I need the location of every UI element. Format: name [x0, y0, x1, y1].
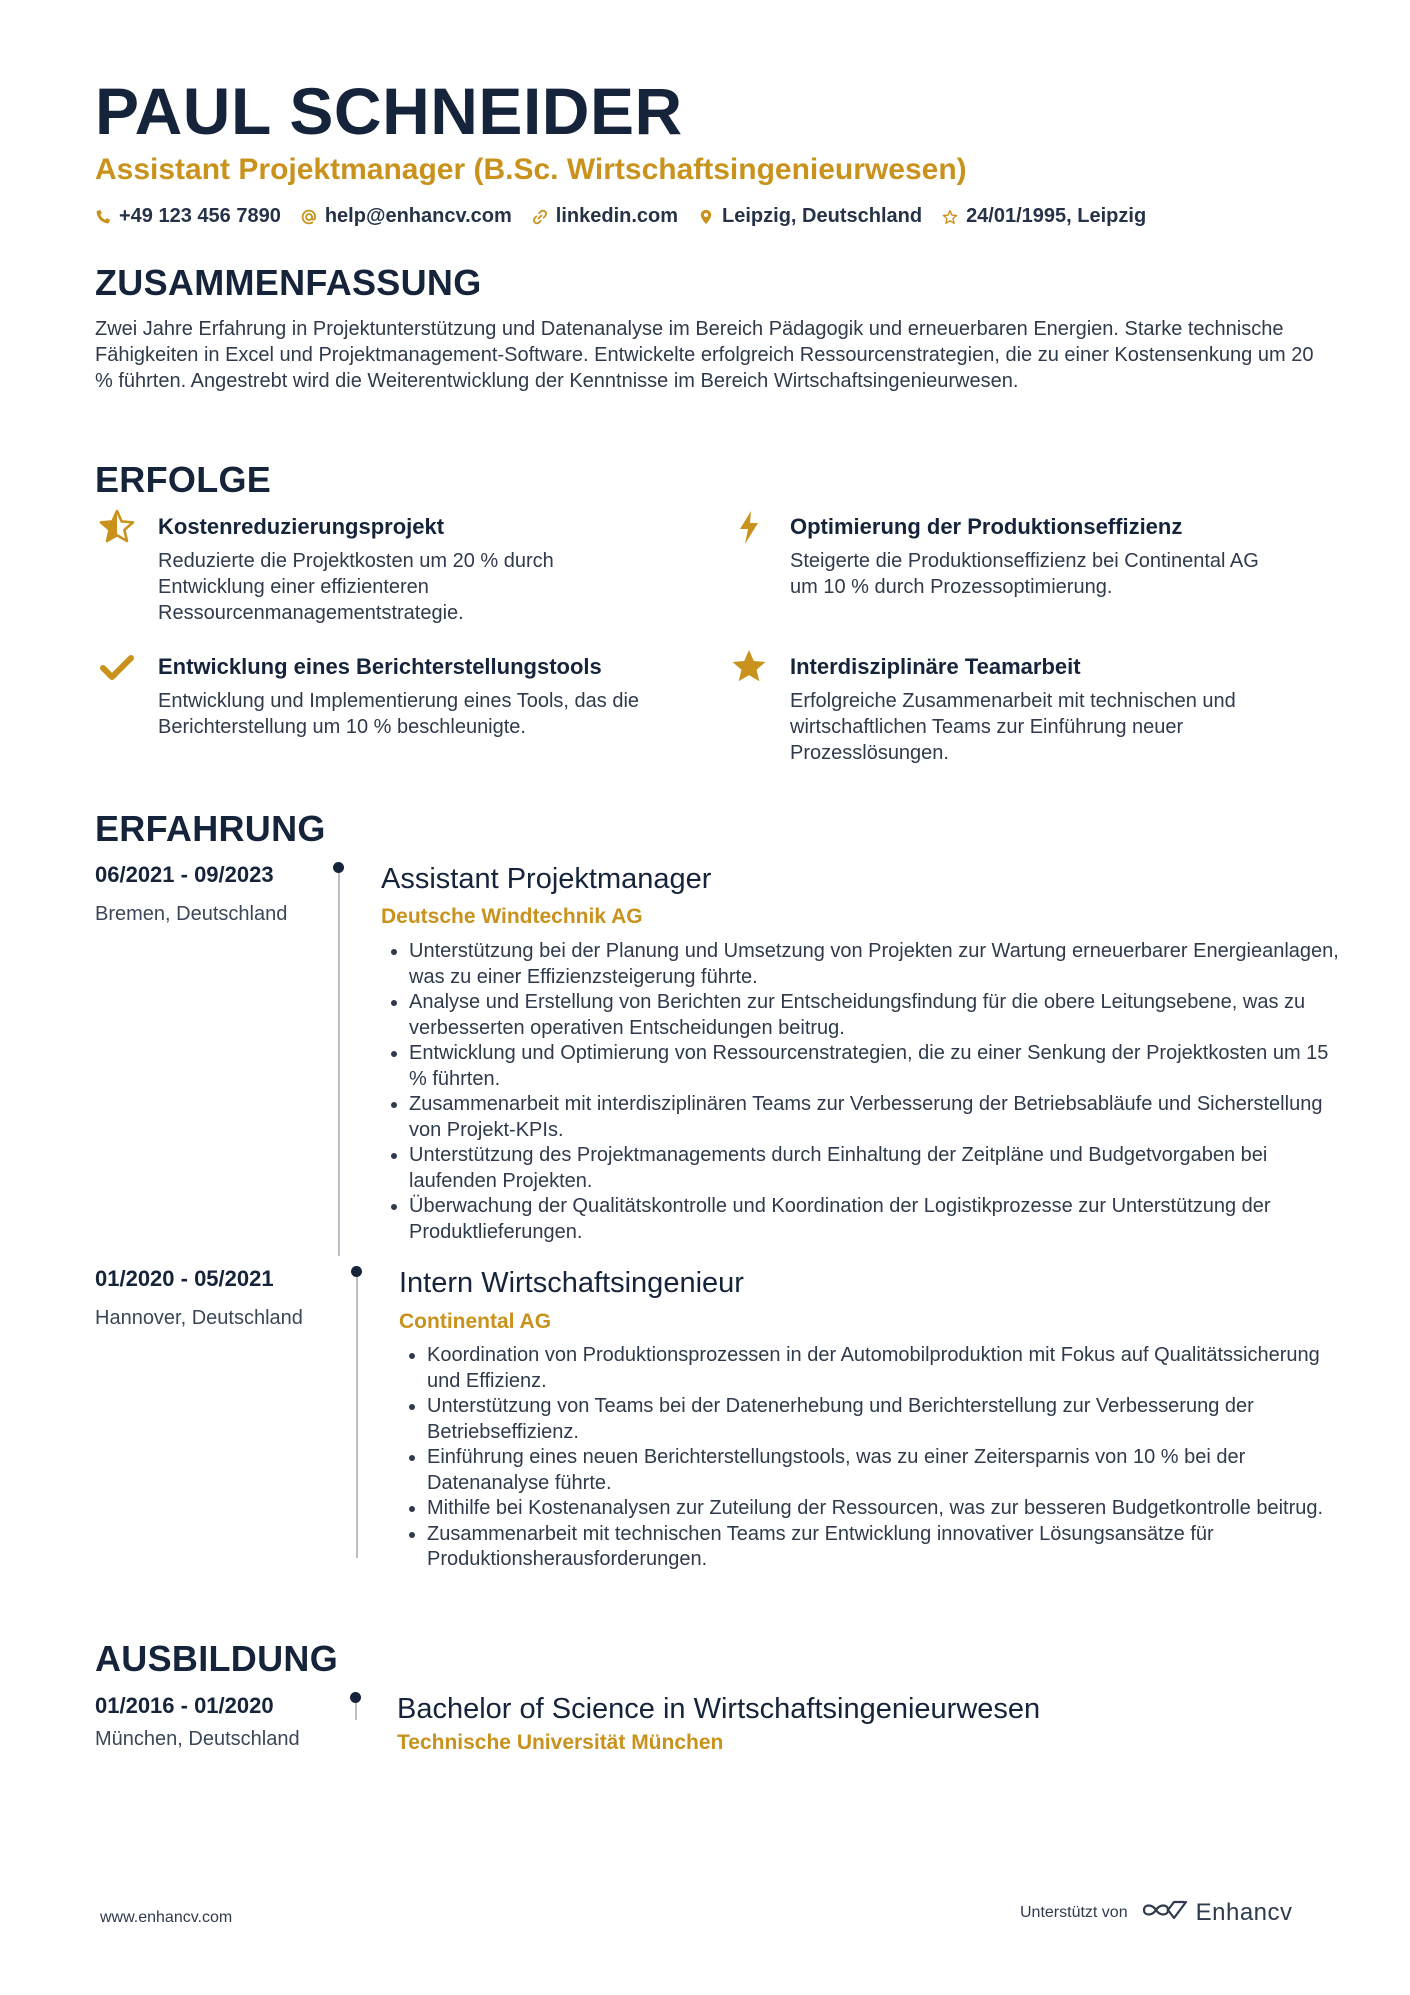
job-bullet: • Zusammenarbeit mit technischen Teams zur Entwicklung innovativer Lösungsansätze für Produktionsherausforderungen. [427, 1522, 1349, 1573]
job-location: Bremen, Deutschland [95, 903, 288, 925]
timeline-line [356, 1272, 358, 1558]
contact-email-text: help@enhancv.com [324, 205, 512, 227]
achievement-title: Interdisziplinäre Teamarbeit [790, 654, 1081, 679]
footer-branding [1020, 1898, 1293, 1927]
checkmark-icon [98, 648, 136, 686]
job-role: Intern Wirtschaftsingenieur [399, 1267, 744, 1299]
phone-icon [95, 209, 111, 225]
achievement-desc: Erfolgreiche Zusammenarbeit mit technischen und wirtschaftlichen Teams zur Einführung neuer Prozesslösungen. [790, 690, 1236, 764]
candidate-headline: Assistant Projektmanager (B.Sc. Wirtschaftsingenieurwesen) [95, 153, 967, 186]
job-bullet: • Entwicklung und Optimierung von Ressourcenstrategien, die zu einer Senkung der Projektkosten um 15 % führten. [409, 1041, 1349, 1092]
job-bullet: • Koordination von Produktionsprozessen in der Automobilproduktion mit Fokus auf Qualitätssicherung und Effizienz. [427, 1343, 1349, 1394]
half-star-icon [98, 508, 136, 546]
timeline-dot [351, 1266, 362, 1277]
contact-location-text: Leipzig, Deutschland [722, 205, 923, 227]
achievement-desc: Reduzierte die Projektkosten um 20 % durch Entwicklung einer effizienteren Ressourcenmanagementstrategie. [158, 550, 554, 624]
footer-website[interactable]: www.enhancv.com [100, 1909, 233, 1926]
job-bullet: • Unterstützung bei der Planung und Umsetzung von Projekten zur Wartung erneuerbarer Energieanlagen, was zu einer Effizienzsteigerung führte. [409, 939, 1349, 990]
star-outline-icon [942, 209, 958, 225]
timeline-dot [350, 1692, 361, 1703]
job-dates: 06/2021 - 09/2023 [95, 862, 274, 887]
timeline-line [338, 868, 340, 1256]
lightning-icon [730, 508, 768, 546]
job-bullet: • Unterstützung von Teams bei der Datenerhebung und Berichterstellung zur Verbesserung der Betriebseffizienz. [427, 1394, 1349, 1445]
job-location: Hannover, Deutschland [95, 1307, 303, 1329]
experience-heading: ERFAHRUNG [95, 808, 326, 849]
contact-birth-text: 24/01/1995, Leipzig [966, 205, 1147, 227]
location-pin-icon [698, 209, 714, 225]
timeline-dot [333, 862, 344, 873]
link-icon [532, 209, 548, 225]
enhancv-logo-icon [1140, 1898, 1188, 1927]
job-bullets [381, 939, 1349, 1245]
summary-heading: ZUSAMMENFASSUNG [95, 262, 482, 303]
summary-text: Zwei Jahre Erfahrung in Projektunterstützung und Datenanalyse im Bereich Pädagogik und erneuerbaren Energien. Starke technische Fähigkeiten in Excel und Projektmanagement-Software. Entwickelte erfolgreich Ressourcenstrategien, die zu einer Kostensenkung um 20 % führten. Angestrebt wird die Weiterentwicklung der Kenntnisse im Bereich Wirtschaftsingenieurwesen. [95, 318, 1314, 392]
job-bullet: • Unterstützung des Projektmanagements durch Einhaltung der Zeitpläne und Budgetvorgaben bei laufenden Projekten. [409, 1143, 1349, 1194]
contact-linkedin-text: linkedin.com [555, 205, 679, 227]
job-dates: 01/2020 - 05/2021 [95, 1266, 274, 1291]
achievement-title: Optimierung der Produktionseffizienz [790, 514, 1183, 539]
education-school: Technische Universität München [397, 1731, 724, 1754]
achievement-desc: Steigerte die Produktionseffizienz bei Continental AG um 10 % durch Prozessoptimierung. [790, 550, 1259, 598]
at-icon [301, 209, 317, 225]
education-heading: AUSBILDUNG [95, 1638, 338, 1679]
job-bullet: • Zusammenarbeit mit interdisziplinären Teams zur Verbesserung der Betriebsabläufe und Sicherstellung von Projekt-KPIs. [409, 1092, 1349, 1143]
achievement-title: Entwicklung eines Berichterstellungstools [158, 654, 602, 679]
contact-bar [95, 205, 1166, 228]
job-company: Continental AG [399, 1310, 552, 1333]
star-icon [730, 648, 768, 686]
achievement-title: Kostenreduzierungsprojekt [158, 514, 445, 539]
contact-linkedin[interactable] [532, 205, 678, 228]
job-bullet: • Einführung eines neuen Berichterstellungstools, was zu einer Zeitersparnis von 10 % bei der Datenanalyse führte. [427, 1445, 1349, 1496]
footer-powered-by: Unterstützt von [1020, 1903, 1128, 1921]
footer-brand: Enhancv [1195, 1898, 1293, 1926]
job-bullet: • Mithilfe bei Kostenanalysen zur Zuteilung der Ressourcen, was zur besseren Budgetkontrolle beitrug. [427, 1496, 1349, 1522]
education-dates: 01/2016 - 01/2020 [95, 1693, 274, 1718]
contact-phone[interactable] [95, 205, 281, 228]
contact-email[interactable] [301, 205, 512, 228]
job-bullet: • Überwachung der Qualitätskontrolle und Koordination der Logistikprozesse zur Unterstützung der Produktlieferungen. [409, 1194, 1349, 1245]
achievements-heading: ERFOLGE [95, 459, 272, 500]
job-bullets [399, 1343, 1349, 1573]
contact-birth [942, 205, 1146, 228]
candidate-name: PAUL SCHNEIDER [95, 74, 683, 148]
job-company: Deutsche Windtechnik AG [381, 905, 643, 928]
contact-phone-text: +49 123 456 7890 [119, 205, 281, 227]
education-location: München, Deutschland [95, 1728, 300, 1750]
contact-location [698, 205, 922, 228]
achievement-desc: Entwicklung und Implementierung eines Tools, das die Berichterstellung um 10 % beschleunigte. [158, 690, 640, 738]
job-role: Assistant Projektmanager [381, 863, 712, 895]
job-bullet: • Analyse und Erstellung von Berichten zur Entscheidungsfindung für die obere Leitungsebene, was zu verbesserten operativen Entscheidungen beitrug. [409, 990, 1349, 1041]
education-degree: Bachelor of Science in Wirtschaftsingenieurwesen [397, 1693, 1041, 1725]
